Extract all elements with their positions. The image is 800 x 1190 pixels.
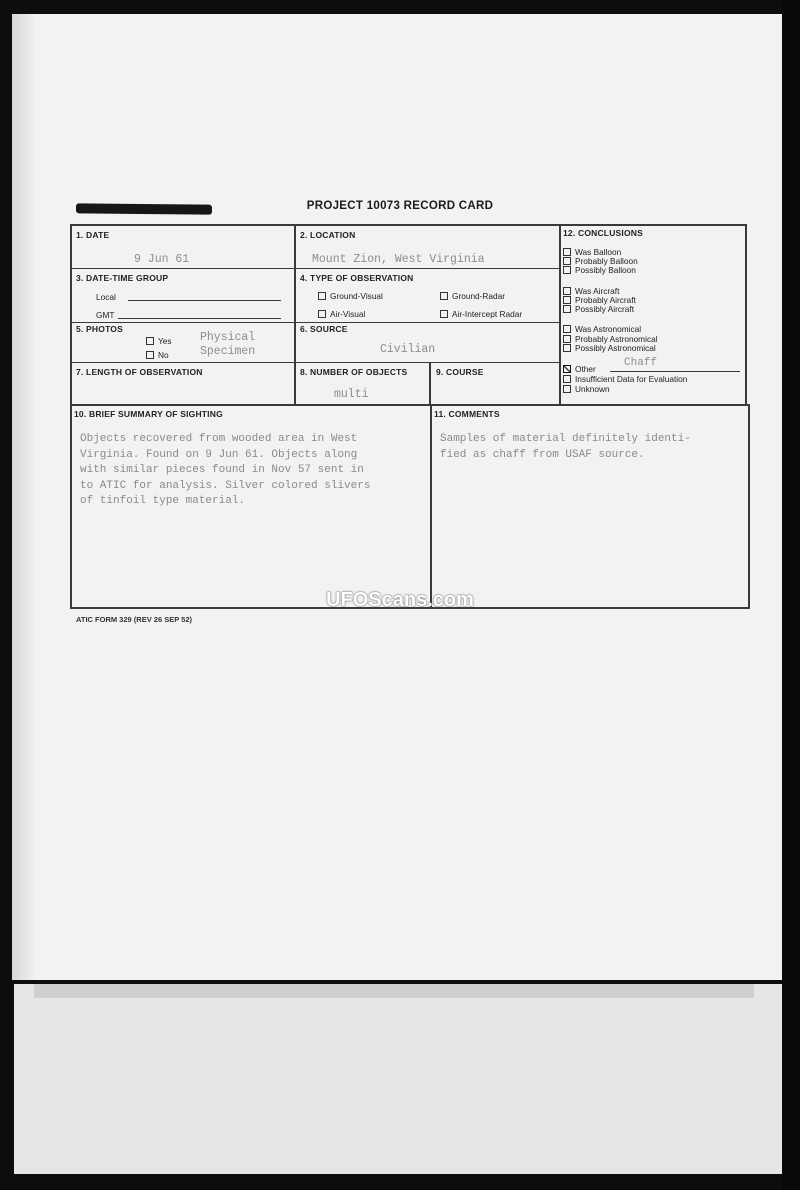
conclusion-was-astronomical: Was Astronomical bbox=[563, 324, 641, 334]
num-objects-value: multi bbox=[334, 388, 369, 401]
photos-label: 5. PHOTOS bbox=[76, 324, 123, 334]
obs-air-intercept: Air-Intercept Radar bbox=[440, 309, 522, 319]
course-label: 9. COURSE bbox=[436, 367, 484, 377]
checkbox-icon bbox=[146, 351, 154, 359]
summary-line: Objects recovered from wooded area in West bbox=[80, 433, 358, 445]
comments-label: 11. COMMENTS bbox=[434, 409, 500, 419]
local-label: Local bbox=[96, 292, 116, 302]
comments-line: fied as chaff from USAF source. bbox=[440, 448, 645, 461]
conclusions-label: 12. CONCLUSIONS bbox=[563, 228, 643, 238]
photos-note-line-1: Physical bbox=[200, 331, 256, 344]
conclusion-probably-balloon: Probably Balloon bbox=[563, 256, 638, 266]
watermark: UFOScans.com bbox=[326, 589, 474, 611]
location-value: Mount Zion, West Virginia bbox=[312, 253, 485, 266]
summary-line: with similar pieces found in Nov 57 sent in bbox=[80, 464, 364, 476]
conclusion-insufficient: Insufficient Data for Evaluation bbox=[563, 374, 687, 384]
checkbox-icon bbox=[563, 335, 571, 343]
checkbox-icon bbox=[563, 257, 571, 265]
checkbox-icon bbox=[563, 305, 571, 313]
date-value: 9 Jun 61 bbox=[134, 253, 190, 266]
comments-text bbox=[440, 432, 691, 463]
lower-page-shadow bbox=[14, 984, 784, 1174]
source-label: 6. SOURCE bbox=[300, 324, 348, 334]
conclusion-unknown: Unknown bbox=[563, 384, 610, 394]
num-objects-label: 8. NUMBER OF OBJECTS bbox=[300, 367, 408, 377]
checkbox-icon bbox=[318, 310, 326, 318]
checkbox-icon bbox=[563, 325, 571, 333]
checkbox-icon bbox=[563, 248, 571, 256]
conclusion-probably-astronomical: Probably Astronomical bbox=[563, 334, 658, 344]
form-footer: ATIC FORM 329 (REV 26 SEP 52) bbox=[76, 615, 193, 624]
conclusion-other-value: Chaff bbox=[624, 357, 658, 369]
obs-air-visual: Air-Visual bbox=[318, 309, 365, 319]
redaction-mark bbox=[76, 203, 212, 214]
checkbox-icon bbox=[563, 266, 571, 274]
photos-no: No bbox=[146, 350, 169, 360]
dtg-label: 3. DATE-TIME GROUP bbox=[76, 273, 169, 283]
gmt-field-line bbox=[118, 318, 281, 319]
card-title: PROJECT 10073 RECORD CARD bbox=[306, 200, 494, 212]
conclusion-was-aircraft: Was Aircraft bbox=[563, 286, 619, 296]
photos-yes: Yes bbox=[146, 336, 172, 346]
checkbox-icon bbox=[563, 375, 571, 383]
obs-ground-visual: Ground-Visual bbox=[318, 291, 383, 301]
conclusion-possibly-balloon: Possibly Balloon bbox=[563, 265, 636, 275]
conclusion-was-balloon: Was Balloon bbox=[563, 247, 621, 257]
scan-edge bbox=[782, 0, 800, 1190]
conclusion-probably-aircraft: Probably Aircraft bbox=[563, 295, 636, 305]
checkbox-icon bbox=[318, 292, 326, 300]
checkbox-checked-icon bbox=[563, 365, 571, 373]
obs-ground-radar: Ground-Radar bbox=[440, 291, 505, 301]
gmt-label: GMT bbox=[96, 310, 115, 320]
checkbox-icon bbox=[146, 337, 154, 345]
conclusion-possibly-astronomical: Possibly Astronomical bbox=[563, 343, 656, 353]
local-field-line bbox=[128, 300, 281, 301]
conclusion-other: Other bbox=[563, 364, 596, 374]
checkbox-icon bbox=[563, 296, 571, 304]
checkbox-icon bbox=[563, 287, 571, 295]
length-label: 7. LENGTH OF OBSERVATION bbox=[76, 367, 203, 377]
checkbox-icon bbox=[440, 292, 448, 300]
checkbox-icon bbox=[563, 385, 571, 393]
summary-label: 10. BRIEF SUMMARY OF SIGHTING bbox=[74, 409, 223, 419]
obs-type-label: 4. TYPE OF OBSERVATION bbox=[300, 273, 414, 283]
summary-line: to ATIC for analysis. Silver colored slivers bbox=[80, 479, 371, 492]
conclusion-possibly-aircraft: Possibly Aircraft bbox=[563, 304, 634, 314]
photos-note-line-2: Specimen bbox=[200, 345, 256, 358]
other-field-line bbox=[610, 371, 740, 372]
summary-text bbox=[80, 432, 370, 510]
summary-line: Virginia. Found on 9 Jun 61. Objects along bbox=[80, 448, 358, 461]
comments-line: Samples of material definitely identi- bbox=[440, 433, 691, 445]
date-label: 1. DATE bbox=[76, 230, 110, 240]
checkbox-icon bbox=[440, 310, 448, 318]
source-value: Civilian bbox=[380, 343, 436, 356]
location-label: 2. LOCATION bbox=[300, 230, 356, 240]
summary-line: of tinfoil type material. bbox=[80, 495, 246, 507]
checkbox-icon bbox=[563, 344, 571, 352]
